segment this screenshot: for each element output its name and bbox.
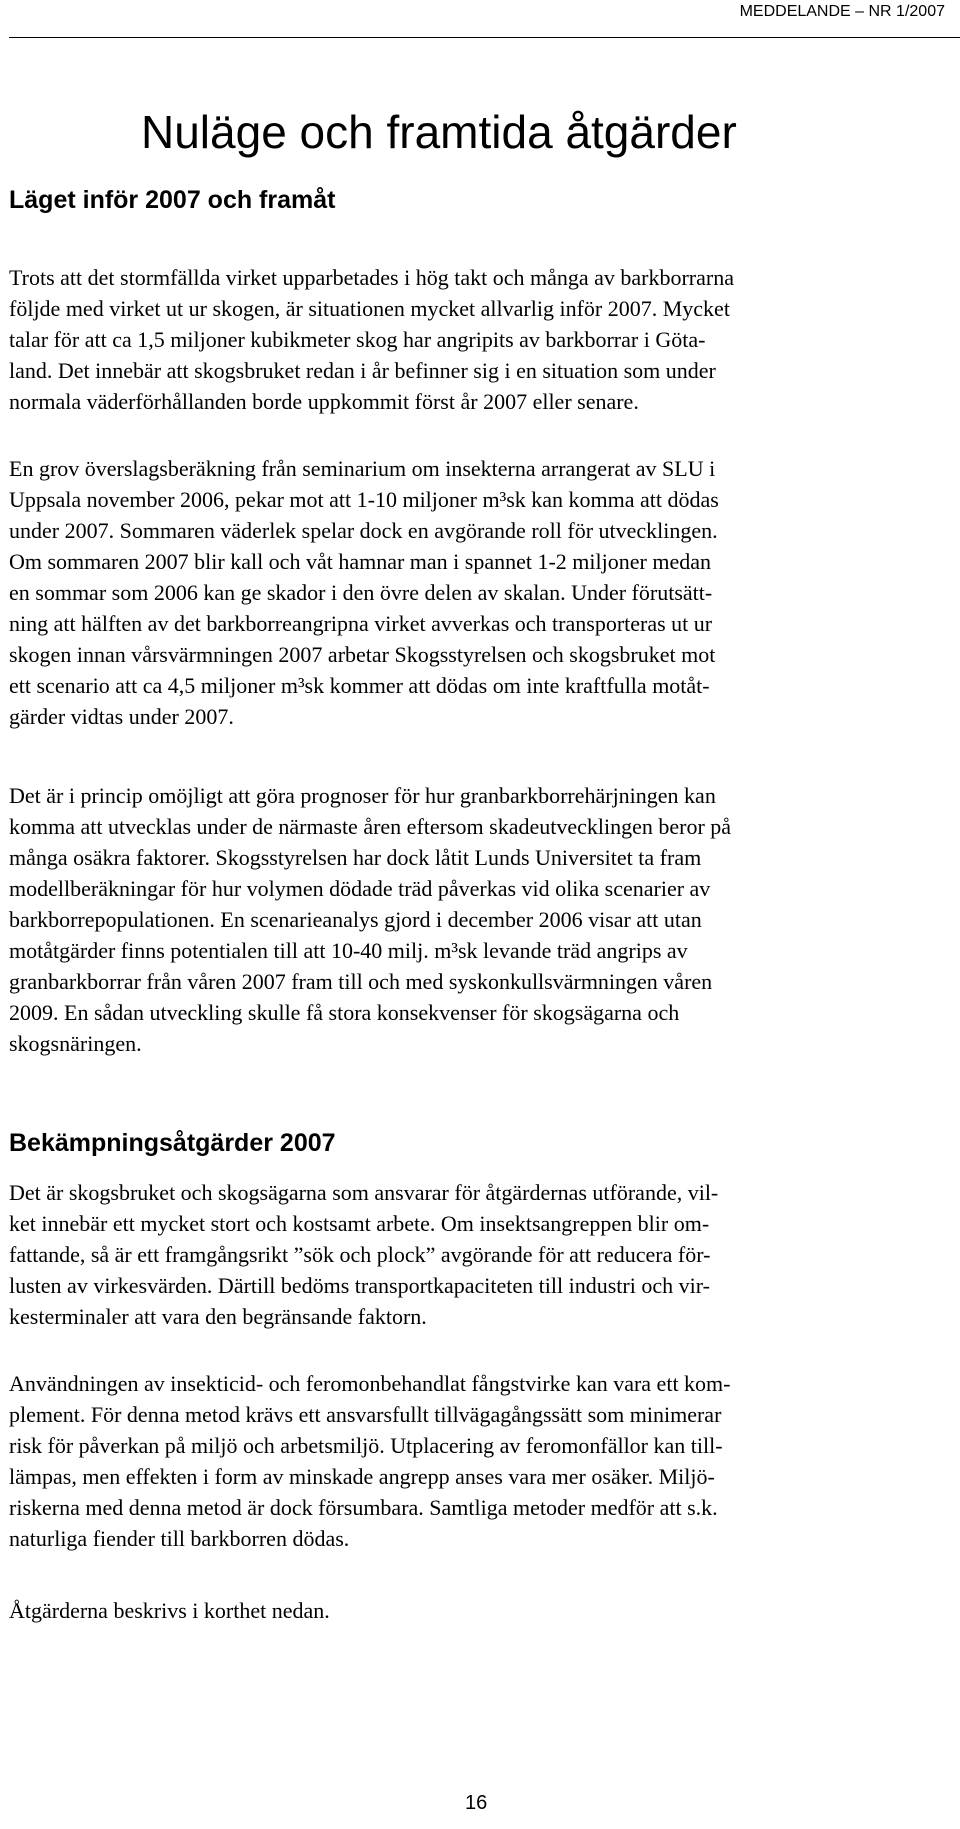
paragraph: Trots att det stormfällda virket upparbetades i hög takt och många av barkborrarna följde med virket ut ur skogen, är situationen mycket allvarlig inför 2007. Mycket talar för att ca 1,5 miljoner kubikmeter skog har angripits av barkborrar i Göta- land. Det innebär att skogsbruket redan i år befinner sig i en situation som under normala väderförhållanden borde uppkommit först år 2007 eller senare.: [9, 265, 734, 414]
paragraph: Det är skogsbruket och skogsägarna som ansvarar för åtgärdernas utförande, vil- ket innebär ett mycket stort och kostsamt arbete. Om insektsangreppen blir om- fattande, så är ett framgångsrikt ”sök och plock” avgörande för att reducera för- lusten av virkesvärden. Därtill bedöms transportkapaciteten till industri och vir- kesterminaler att vara den begränsande faktorn.: [9, 1180, 719, 1329]
header-rule: [9, 37, 960, 38]
paragraph: Det är i princip omöjligt att göra prognoser för hur granbarkborrehärjningen kan komma att utvecklas under de närmaste åren eftersom skadeutvecklingen beror på många osäkra faktorer. Skogsstyrelsen har dock låtit Lunds Universitet ta fram modellberäkningar för hur volymen dödade träd påverkas vid olika scenarier av barkborrepopulationen. En scenarieanalys gjord i december 2006 visar att utan motåtgärder finns potentialen till att 10-40 milj. m³sk levande träd angrips av granbarkborrar från våren 2007 fram till och med syskonkullsvärmningen våren 2009. En sådan utveckling skulle få stora konsekvenser för skogsägarna och skogsnäringen.: [9, 783, 732, 1056]
running-header: MEDDELANDE – NR 1/2007: [739, 3, 945, 20]
paragraph: En grov överslagsberäkning från seminarium om insekterna arrangerat av SLU i Uppsala november 2006, pekar mot att 1-10 miljoner m³sk kan komma att dödas under 2007. Sommaren väderlek spelar dock en avgörande roll för utvecklingen. Om sommaren 2007 blir kall och våt hamnar man i spannet 1-2 miljoner medan en sommar som 2006 kan ge skador i den övre delen av skalan. Under förutsätt- ning att hälften av det barkborreangripna virket avverkas och transporteras ut ur skogen innan vårsvärmningen 2007 arbetar Skogsstyrelsen och skogsbruket mot ett scenario att ca 4,5 miljoner m³sk kommer att dödas om inte kraftfulla motåt- gärder vidtas under 2007.: [9, 456, 719, 729]
page-number: 16: [465, 1792, 488, 1814]
paragraph: Användningen av insekticid- och feromonbehandlat fångstvirke kan vara ett kom- plement. För denna metod krävs ett ansvarsfullt tillvägagångssätt som minimerar risk för påverkan på miljö och arbetsmiljö. Utplacering av feromonfällor kan till- lämpas, men effekten i form av minskade angrepp anses vara mer osäker. Miljö- riskerna med denna metod är dock försumbara. Samtliga metoder medför att s.k. naturliga fiender till barkborren dödas.: [9, 1371, 731, 1551]
section-heading-bekampning: Bekämpningsåtgärder 2007: [9, 1129, 336, 1157]
paragraph: Åtgärderna beskrivs i korthet nedan.: [9, 1598, 330, 1623]
section-heading-laget: Läget inför 2007 och framåt: [9, 186, 336, 214]
page-title: Nuläge och framtida åtgärder: [141, 106, 737, 158]
